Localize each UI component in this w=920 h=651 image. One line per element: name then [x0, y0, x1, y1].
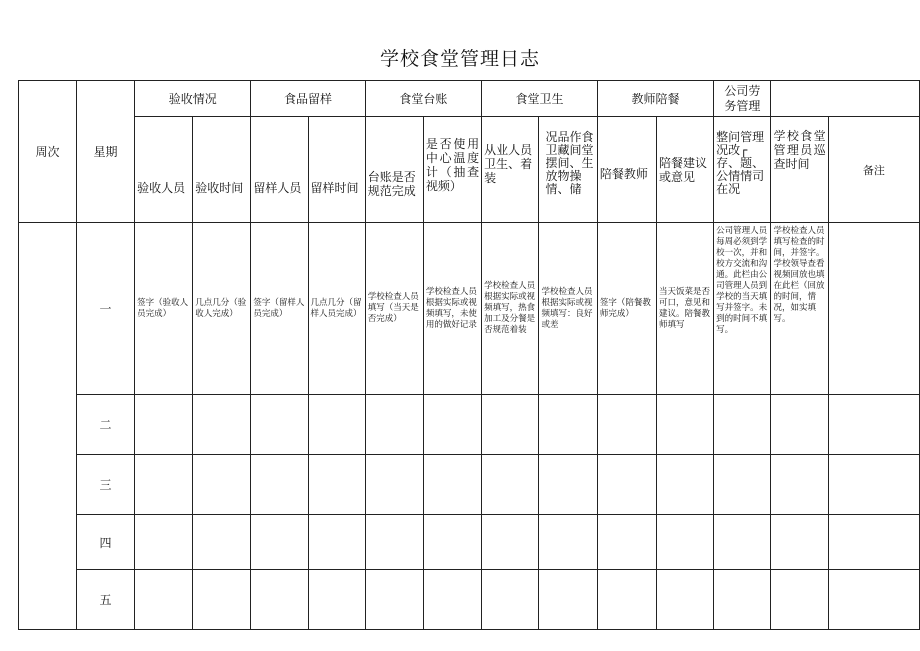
col-accept-time: 验收时间 — [193, 117, 251, 223]
col-inspect-time: 学校食堂管理员巡查时间 — [771, 117, 828, 223]
col-sample-time: 留样时间 — [308, 117, 365, 223]
cell-teacher-name: 签字（陪餐教师完成） — [597, 223, 656, 395]
group-blank — [771, 81, 920, 117]
col-ledger-monitor: 是否使用中心温度计（抽查视频） — [423, 117, 481, 223]
table-row-monday — [19, 223, 920, 395]
weekday-header: 星期 — [77, 81, 135, 223]
cell-remark — [828, 223, 919, 395]
group-company: 公司劳务管理 — [714, 81, 771, 117]
col-hygiene-condition: 况品作食卫藏间堂摆间、生放物操情、储 — [539, 117, 597, 223]
cell-company-issue: 公司管理人员每周必须到学校一次，并和校方交流和沟通。此栏由公司管理人员到学校的当天填写并签字。未到的时间不填写。 — [714, 223, 771, 395]
group-teacher: 教师陪餐 — [597, 81, 713, 117]
cell-hygiene-condition: 学校检查人员根据实际或视频填写：良好或差 — [539, 223, 597, 395]
col-hygiene-staff: 从业人员卫生、着装 — [482, 117, 539, 223]
col-teacher-name: 陪餐教师 — [597, 117, 656, 223]
group-ledger: 食堂台账 — [365, 81, 481, 117]
cell-ledger-monitor: 学校检查人员根据实际或视频填写，未使用的做好记录 — [423, 223, 481, 395]
week-cell — [19, 223, 77, 630]
cell-sample-time: 几点几分（留样人员完成） — [308, 223, 365, 395]
day-cell: 一 — [77, 223, 135, 395]
cell-ledger-standard: 学校检查人员填写（当天是否完成） — [365, 223, 423, 395]
cell-sample-person: 签字（留样人员完成） — [251, 223, 308, 395]
group-hygiene: 食堂卫生 — [482, 81, 598, 117]
table-row-tuesday — [19, 395, 920, 455]
cell-teacher-advice: 当天饭菜是否可口，意见和建议。陪餐教师填写 — [656, 223, 713, 395]
day-cell: 五 — [77, 570, 135, 630]
col-accept-person: 验收人员 — [135, 117, 193, 223]
col-company-issue: 整问管理况改┌存、题、公情情司在况 — [714, 117, 771, 223]
cell-inspect-time: 学校检查人员填写检查的时间，并签字。学校领导查看视频回放也填在此栏（回放的时间，情况，如实填写。 — [771, 223, 828, 395]
col-sample-person: 留样人员 — [251, 117, 308, 223]
cell-accept-time: 几点几分（验收人完成） — [193, 223, 251, 395]
header-row-groups — [19, 81, 920, 117]
col-remark: 备注 — [828, 117, 919, 223]
col-teacher-advice: 陪餐建议或意见 — [656, 117, 713, 223]
management-log-table — [18, 80, 920, 630]
group-sample: 食品留样 — [251, 81, 365, 117]
cell-accept-person: 签字（验收人员完成） — [135, 223, 193, 395]
week-header: 周次 — [19, 81, 77, 223]
group-acceptance: 验收情况 — [135, 81, 251, 117]
cell-hygiene-staff: 学校检查人员根据实际或视频填写，热食加工及分餐是否规范着装 — [482, 223, 539, 395]
page-title: 学校食堂管理日志 — [379, 48, 540, 70]
col-ledger-standard: 台账是否规范完成 — [365, 117, 423, 223]
day-cell: 二 — [77, 395, 135, 455]
day-cell: 四 — [77, 515, 135, 570]
header-row-columns — [19, 117, 920, 223]
table-row-wednesday — [19, 455, 920, 515]
day-cell: 三 — [77, 455, 135, 515]
table-row-friday — [19, 570, 920, 630]
table-row-thursday — [19, 515, 920, 570]
